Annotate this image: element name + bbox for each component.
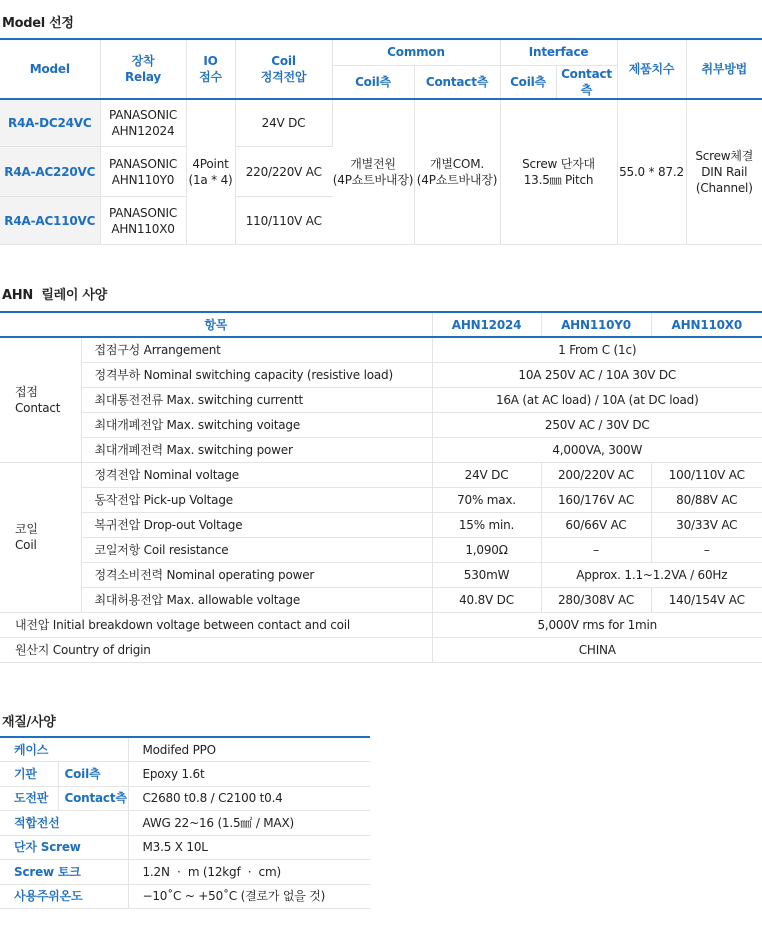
coil-voltage: 24V DC bbox=[235, 99, 332, 147]
contact-label-en: Contact bbox=[15, 400, 61, 415]
spec-item: 최대통전전류 Max. switching currentt bbox=[81, 387, 432, 412]
spec-value: 70% max. bbox=[432, 487, 541, 512]
spec-item: 정격전압 Nominal voltage bbox=[81, 462, 432, 487]
table-row bbox=[0, 762, 370, 787]
material-value: M3.5 X 10L bbox=[128, 835, 370, 860]
header-relay-line1: 장착 bbox=[131, 53, 155, 68]
relay-cell bbox=[100, 99, 186, 147]
spec-item: 정격소비전력 Nominal operating power bbox=[81, 562, 432, 587]
spec-item: 동작전압 Pick-up Voltage bbox=[81, 487, 432, 512]
contact-group-label bbox=[0, 337, 81, 462]
relay-cell bbox=[100, 197, 186, 245]
relay-part: AHN110Y0 bbox=[111, 172, 175, 187]
spec-value: 40.8V DC bbox=[432, 587, 541, 612]
spec-item: 원산지 Country of drigin bbox=[0, 637, 432, 662]
spec-value: 30/33V AC bbox=[651, 512, 762, 537]
model-name: R4A-DC24VC bbox=[0, 99, 100, 147]
spec-value: 100/110V AC bbox=[651, 462, 762, 487]
table-row bbox=[0, 811, 370, 836]
material-sublabel: Coil측 bbox=[58, 762, 128, 787]
table-row bbox=[0, 362, 762, 387]
table-row bbox=[0, 337, 762, 362]
io-points-cell bbox=[186, 99, 235, 245]
spec-value: 60/66V AC bbox=[541, 512, 651, 537]
spec-item: 내전압 Initial breakdown voltage between contact and coil bbox=[0, 612, 432, 637]
table-row bbox=[0, 884, 370, 909]
spec-value: 80/88V AC bbox=[651, 487, 762, 512]
model-name: R4A-AC110VC bbox=[0, 197, 100, 245]
spec-value: 10A 250V AC / 10A 30V DC bbox=[432, 362, 762, 387]
model-name: R4A-AC220VC bbox=[0, 147, 100, 197]
table-row bbox=[0, 860, 370, 885]
coil-label-en: Coil bbox=[15, 538, 37, 552]
header-item: 항목 bbox=[0, 312, 432, 337]
material-value: Epoxy 1.6t bbox=[128, 762, 370, 787]
table-row bbox=[0, 786, 370, 811]
table-row bbox=[0, 537, 762, 562]
table-row bbox=[0, 437, 762, 462]
header-coil-line2: 정격전압 bbox=[260, 69, 307, 84]
header-io-line2: 점수 bbox=[199, 69, 222, 84]
table-row bbox=[0, 512, 762, 537]
mounting-line1: Screw체결 bbox=[695, 148, 754, 163]
table-row bbox=[0, 487, 762, 512]
header-common: Common bbox=[332, 39, 500, 65]
common-contact-cell bbox=[414, 99, 500, 245]
spec-item: 최대개폐전압 Max. switching voitage bbox=[81, 412, 432, 437]
mounting-line2: DIN Rail bbox=[701, 164, 748, 179]
header-io bbox=[186, 39, 235, 99]
relay-maker: PANASONIC bbox=[108, 107, 178, 122]
material-section-title: 재질/사양 bbox=[2, 715, 56, 730]
io-points-detail: (1a * 4) bbox=[188, 172, 233, 187]
header-ahn110x0: AHN110X0 bbox=[651, 312, 762, 337]
spec-value: 250V AC / 30V DC bbox=[432, 412, 762, 437]
common-coil-line2: (4P쇼트바내장) bbox=[332, 172, 414, 187]
spec-value: 140/154V AC bbox=[651, 587, 762, 612]
material-value: 1.2N · m (12kgf · cm) bbox=[128, 860, 370, 885]
table-row bbox=[0, 387, 762, 412]
material-label: 적합전선 bbox=[0, 811, 128, 836]
material-label: 단자 Screw bbox=[0, 835, 128, 860]
table-row bbox=[0, 637, 762, 662]
model-selection-table bbox=[0, 38, 762, 245]
relay-maker: PANASONIC bbox=[108, 205, 178, 220]
common-coil-cell bbox=[332, 99, 414, 245]
header-relay bbox=[100, 39, 186, 99]
spec-item: 최대개폐전력 Max. switching power bbox=[81, 437, 432, 462]
material-label: 기판 bbox=[0, 762, 58, 787]
table-row bbox=[0, 99, 762, 147]
header-common-coil: Coil측 bbox=[332, 65, 414, 99]
header-ahn110y0: AHN110Y0 bbox=[541, 312, 651, 337]
table-row bbox=[0, 737, 370, 762]
spec-value: – bbox=[651, 537, 762, 562]
dimension-cell: 55.0 * 87.2 bbox=[617, 99, 686, 245]
spec-value: 280/308V AC bbox=[541, 587, 651, 612]
common-contact-line1: 개별COM. bbox=[430, 156, 484, 171]
header-ahn12024: AHN12024 bbox=[432, 312, 541, 337]
spec-value: 1 From C (1c) bbox=[432, 337, 762, 362]
table-row bbox=[0, 462, 762, 487]
material-label: 도전판 bbox=[0, 786, 58, 811]
material-value: −10˚C ~ +50˚C (결로가 없을 것) bbox=[128, 884, 370, 909]
material-value: AWG 22~16 (1.5㎟ / MAX) bbox=[128, 811, 370, 836]
model-section-title: Model 선정 bbox=[2, 16, 74, 31]
header-mounting: 취부방법 bbox=[686, 39, 762, 99]
interface-line2: 13.5㎜ Pitch bbox=[523, 172, 594, 187]
header-coil-line1: Coil bbox=[271, 53, 296, 68]
spec-value: Approx. 1.1~1.2VA / 60Hz bbox=[541, 562, 762, 587]
header-dimension: 제품치수 bbox=[617, 39, 686, 99]
contact-label-ko: 접점 bbox=[15, 384, 38, 399]
spec-value: CHINA bbox=[432, 637, 762, 662]
header-io-line1: IO bbox=[203, 53, 218, 68]
spec-value: 4,000VA, 300W bbox=[432, 437, 762, 462]
coil-label-ko: 코일 bbox=[15, 522, 38, 536]
relay-part: AHN12024 bbox=[111, 123, 175, 138]
spec-item: 복귀전압 Drop-out Voltage bbox=[81, 512, 432, 537]
interface-line1: Screw 단자대 bbox=[522, 156, 595, 171]
spec-value: 16A (at AC load) / 10A (at DC load) bbox=[432, 387, 762, 412]
material-sublabel: Contact측 bbox=[58, 786, 128, 811]
coil-voltage: 110/110V AC bbox=[235, 197, 332, 245]
table-row bbox=[0, 587, 762, 612]
spec-value: 5,000V rms for 1min bbox=[432, 612, 762, 637]
material-spec-table bbox=[0, 736, 370, 909]
material-value: C2680 t0.8 / C2100 t0.4 bbox=[128, 786, 370, 811]
spec-section-title: AHN 릴레이 사양 bbox=[2, 288, 107, 303]
mounting-cell bbox=[686, 99, 762, 245]
coil-voltage: 220/220V AC bbox=[235, 147, 332, 197]
table-row bbox=[0, 412, 762, 437]
spec-item: 코일저항 Coil resistance bbox=[81, 537, 432, 562]
table-row bbox=[0, 612, 762, 637]
common-contact-line2: (4P쇼트바내장) bbox=[416, 172, 498, 187]
header-interface: Interface bbox=[500, 39, 617, 65]
table-row bbox=[0, 562, 762, 587]
spec-value: 160/176V AC bbox=[541, 487, 651, 512]
header-relay-line2: Relay bbox=[124, 69, 162, 84]
coil-group-label bbox=[0, 462, 81, 612]
spec-item: 최대허용전압 Max. allowable voltage bbox=[81, 587, 432, 612]
spec-item: 접점구성 Arrangement bbox=[81, 337, 432, 362]
spec-value: 24V DC bbox=[432, 462, 541, 487]
header-coil bbox=[235, 39, 332, 99]
header-interface-contact: Contact측 bbox=[556, 65, 617, 99]
relay-cell bbox=[100, 147, 186, 197]
mounting-line3: (Channel) bbox=[695, 180, 753, 195]
spec-value: 15% min. bbox=[432, 512, 541, 537]
header-model: Model bbox=[0, 39, 100, 99]
table-row bbox=[0, 835, 370, 860]
common-coil-line1: 개별전원 bbox=[350, 156, 396, 171]
spec-value: – bbox=[541, 537, 651, 562]
spec-value: 200/220V AC bbox=[541, 462, 651, 487]
relay-maker: PANASONIC bbox=[108, 156, 178, 171]
interface-cell bbox=[500, 99, 617, 245]
material-label: 사용주위온도 bbox=[0, 884, 128, 909]
spec-value: 1,090Ω bbox=[432, 537, 541, 562]
relay-part: AHN110X0 bbox=[111, 221, 175, 236]
header-common-contact: Contact측 bbox=[414, 65, 500, 99]
spec-value: 530mW bbox=[432, 562, 541, 587]
relay-spec-table bbox=[0, 311, 762, 663]
material-label: 케이스 bbox=[0, 737, 128, 762]
spec-item: 정격부하 Nominal switching capacity (resistive load) bbox=[81, 362, 432, 387]
io-points: 4Point bbox=[192, 156, 229, 171]
material-label: Screw 토크 bbox=[0, 860, 128, 885]
material-value: Modifed PPO bbox=[128, 737, 370, 762]
header-interface-coil: Coil측 bbox=[500, 65, 556, 99]
